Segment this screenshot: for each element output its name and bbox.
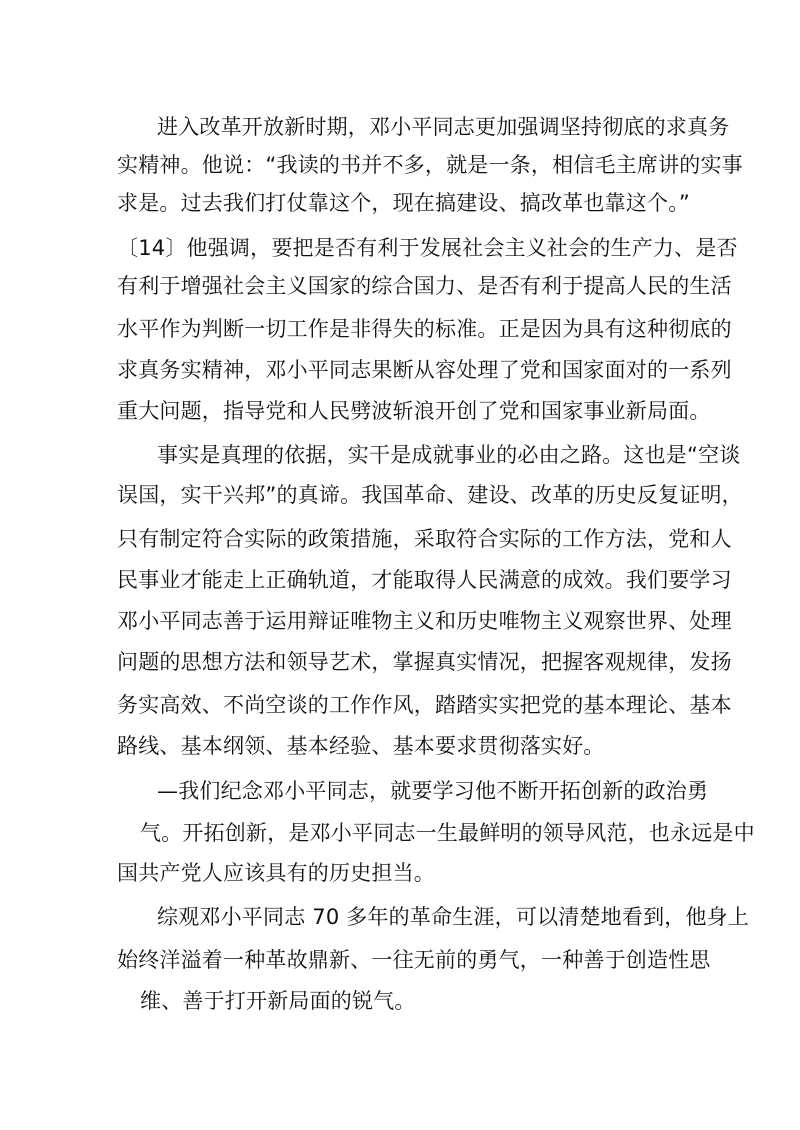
text-line: 问题的思想方法和领导艺术，掌握真实情况，把握客观规律，发扬: [117, 650, 732, 674]
text-line: 实精神。他说：“我读的书并不多，就是一条，相信毛主席讲的实事: [117, 153, 743, 177]
text-line: 水平作为判断一切工作是非得失的标准。正是因为具有这种彻底的: [117, 317, 732, 341]
text-line: 求真务实精神，邓小平同志果断从容处理了党和国家面对的一系列: [117, 358, 732, 382]
text-line: —我们纪念邓小平同志，就要学习他不断开拓创新的政治勇: [157, 779, 709, 803]
text-line: 只有制定符合实际的政策措施，采取符合实际的工作方法，党和人: [117, 527, 732, 551]
text-line: 求是。过去我们打仗靠这个，现在搞建设、搞改革也靠这个。”: [117, 191, 690, 215]
text-line: 重大问题，指导党和人民劈波斩浪开创了党和国家事业新局面。: [117, 399, 711, 423]
text-line: 邓小平同志善于运用辩证唯物主义和历史唯物主义观察世界、处理: [117, 609, 732, 633]
text-line: 路线、基本纲领、基本经验、基本要求贯彻落实好。: [117, 734, 605, 758]
text-line: 维、善于打开新局面的锐气。: [140, 989, 416, 1013]
text-line: 事实是真理的依据，实干是成就事业的必由之路。这也是“空谈: [157, 443, 741, 467]
text-line: 气。开拓创新，是邓小平同志一生最鲜明的领导风范，也永远是中: [140, 821, 755, 845]
text-line: 〔14〕他强调，要把是否有利于发展社会主义社会的生产力、是否: [117, 236, 738, 260]
text-line: 综观邓小平同志 70 多年的革命生涯，可以清楚地看到，他身上: [157, 905, 750, 929]
text-line: 民事业才能走上正确轨道，才能取得人民满意的成效。我们要学习: [117, 568, 732, 592]
text-line: 有利于增强社会主义国家的综合国力、是否有利于提高人民的生活: [117, 274, 732, 298]
text-line: 国共产党人应该具有的历史担当。: [117, 861, 435, 885]
text-line: 误国，实干兴邦”的真谛。我国革命、建设、改革的历史反复证明，: [117, 483, 743, 507]
text-line: 务实高效、不尚空谈的工作作风，踏踏实实把党的基本理论、基本: [117, 693, 732, 717]
text-line: 始终洋溢着一种革故鼎新、一往无前的勇气，一种善于创造性思: [117, 948, 711, 972]
text-line: 进入改革开放新时期，邓小平同志更加强调坚持彻底的求真务: [157, 115, 730, 139]
